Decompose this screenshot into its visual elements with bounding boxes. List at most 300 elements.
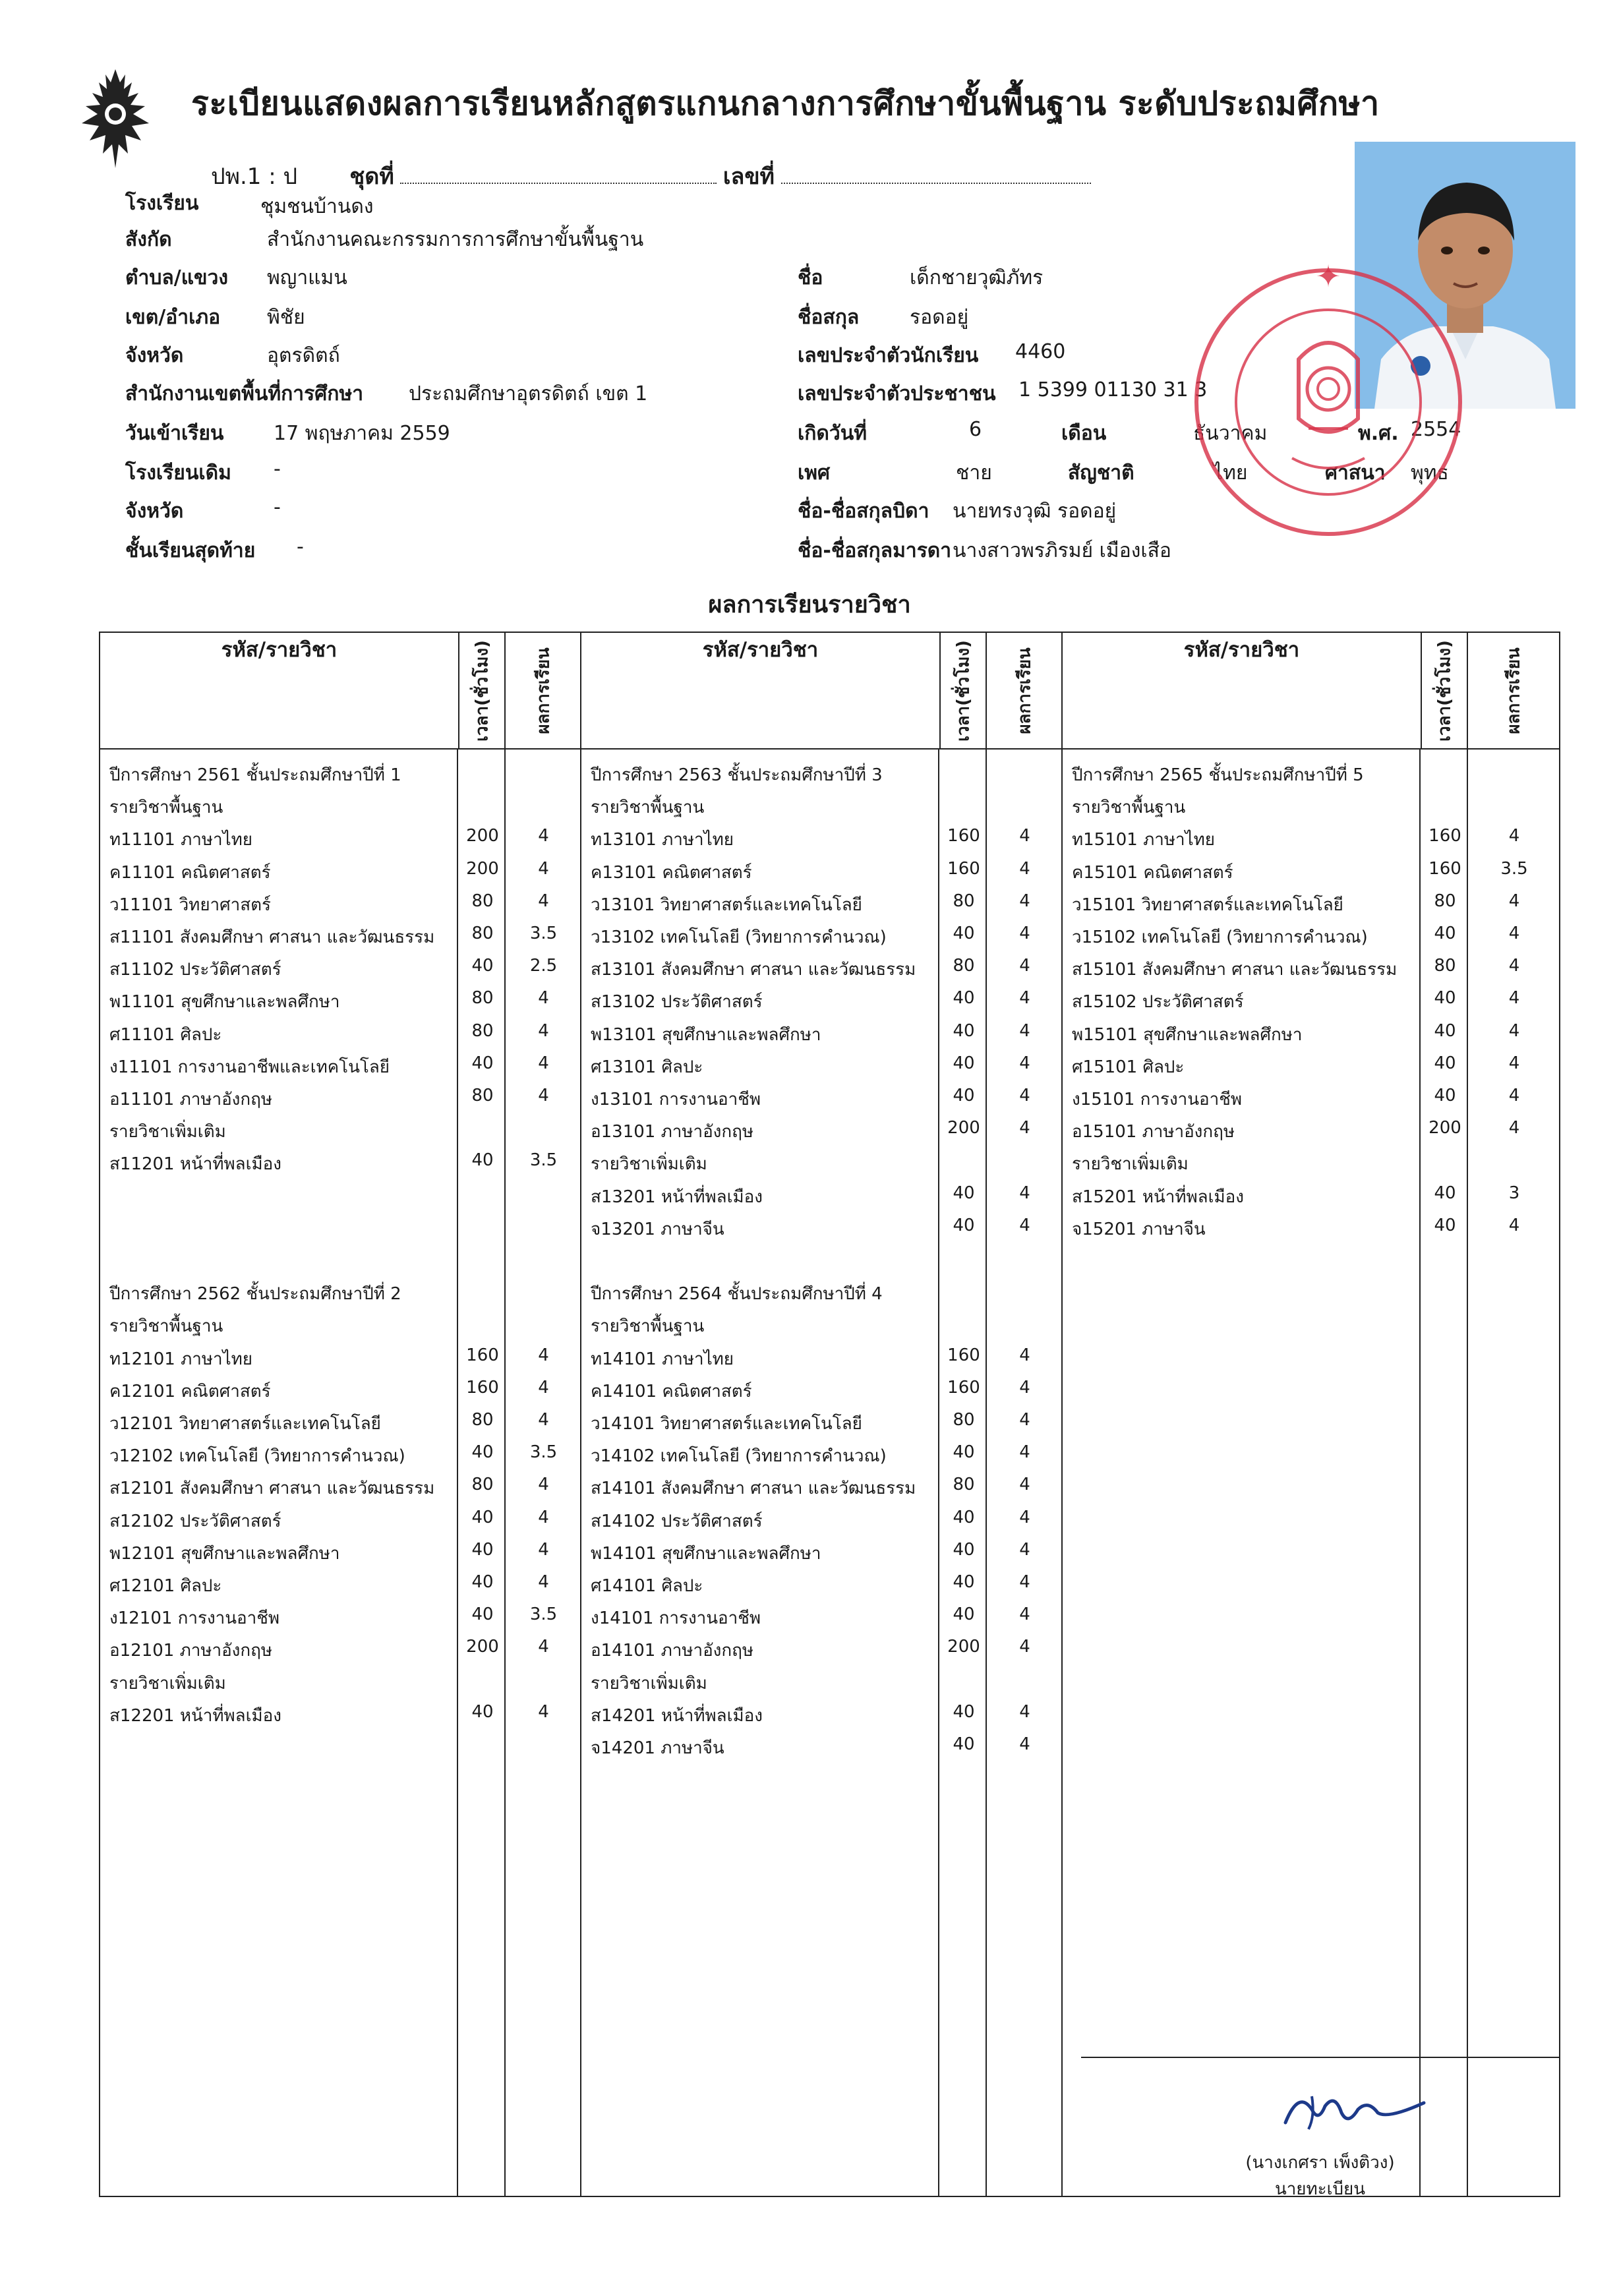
subject-name: พ13101 สุขศึกษาและพลศึกษา — [591, 1024, 821, 1045]
subject-grade: 4 — [1508, 924, 1520, 943]
section-heading-row — [581, 794, 1063, 820]
subject-hours: 40 — [1434, 1183, 1456, 1203]
subject-name: รายวิชาพื้นฐาน — [109, 798, 223, 818]
subject-row — [581, 1345, 1063, 1372]
subject-row — [1063, 1216, 1560, 1242]
subject-name: ส15102 ประวัติศาสตร์ — [1072, 992, 1244, 1013]
area-office-value: ประถมศึกษาอุตรดิตถ์ เขต 1 — [409, 382, 648, 405]
subject-grade: 4 — [1019, 1475, 1030, 1495]
subject-hours: 200 — [466, 858, 499, 879]
birth-day-value: 6 — [969, 418, 982, 441]
district-label: เขต/อำเภอ — [125, 306, 221, 329]
subject-name: ศ12101 ศิลปะ — [109, 1576, 222, 1596]
subject-grade: 4 — [1019, 1410, 1030, 1430]
last-grade-value: - — [297, 535, 304, 558]
subject-row — [100, 1604, 581, 1631]
subject-hours: 40 — [471, 1442, 494, 1463]
subject-name: พ12101 สุขศึกษาและพลศึกษา — [109, 1543, 340, 1564]
number-field — [781, 183, 1091, 184]
subject-hours: 40 — [471, 1572, 494, 1592]
subject-name: ว15102 เทคโนโลยี (วิทยาการคำนวณ) — [1072, 927, 1368, 947]
subject-grade: 3.5 — [529, 1442, 558, 1463]
subject-grade: 4 — [538, 988, 549, 1009]
form-code-line — [211, 158, 1091, 194]
subject-name: ส12201 หน้าที่พลเมือง — [109, 1705, 281, 1726]
section-heading-row — [1063, 794, 1560, 820]
subject-name: อ14101 ภาษาอังกฤษ — [591, 1641, 753, 1661]
section-heading-row — [581, 1312, 1063, 1339]
subject-name: ส12102 ประวัติศาสตร์ — [109, 1511, 281, 1531]
year-column-2 — [581, 749, 1062, 2196]
subject-name: ว11101 วิทยาศาสตร์ — [109, 895, 271, 915]
subject-row — [581, 1572, 1063, 1599]
subject-name: รายวิชาพื้นฐาน — [591, 1316, 705, 1337]
divider-grade-2 — [986, 748, 987, 2197]
subject-name: ส14102 ประวัติศาสตร์ — [591, 1511, 763, 1531]
subject-row — [100, 924, 581, 950]
subject-row — [581, 1475, 1063, 1501]
sex-label: เพศ — [798, 461, 831, 485]
set-label: ชุดที่ — [349, 163, 394, 190]
subject-row — [1063, 891, 1560, 918]
header-grade-3: ผลการเรียน — [1467, 632, 1560, 749]
subject-hours: 80 — [953, 891, 975, 911]
school-stamp-icon — [1187, 260, 1470, 544]
subject-grade: 4 — [1508, 826, 1520, 846]
citizen-id-value: 1 5399 01130 31 3 — [1018, 378, 1208, 401]
nationality-value: ไทย — [1213, 461, 1248, 485]
subject-name: ศ15101 ศิลปะ — [1072, 1057, 1185, 1077]
subject-row — [1063, 1118, 1560, 1144]
subject-hours: 40 — [953, 1053, 975, 1073]
subject-hours: 80 — [953, 1475, 975, 1495]
subject-row — [581, 1442, 1063, 1469]
subject-name: ว12101 วิทยาศาสตร์และเทคโนโลยี — [109, 1414, 381, 1434]
birth-month-label: เดือน — [1061, 422, 1107, 445]
subject-name: ปีการศึกษา 2561 ชั้นประถมศึกษาปีที่ 1 — [109, 765, 401, 785]
subject-name: ท11101 ภาษาไทย — [109, 830, 253, 850]
subject-grade: 4 — [1019, 1442, 1030, 1463]
subject-name: ปีการศึกษา 2565 ชั้นประถมศึกษาปีที่ 5 — [1072, 765, 1364, 785]
subject-name: อ13101 ภาษาอังกฤษ — [591, 1122, 753, 1142]
subject-name: ง11101 การงานอาชีพและเทคโนโลยี — [109, 1057, 390, 1077]
number-label: เลขที่ — [722, 163, 775, 190]
year-column-1 — [100, 749, 581, 2196]
subject-name: ส15201 หน้าที่พลเมือง — [1072, 1187, 1244, 1207]
subject-grade: 4 — [1019, 1086, 1030, 1105]
subject-row — [581, 1702, 1063, 1728]
subject-grade: 3.5 — [529, 1604, 558, 1625]
surname-label: ชื่อสกุล — [798, 306, 860, 329]
subject-name: ปีการศึกษา 2563 ชั้นประถมศึกษาปีที่ 3 — [591, 765, 883, 785]
divider-hours-3 — [1419, 748, 1421, 2197]
subject-grade: 3.5 — [529, 924, 558, 943]
subject-hours: 40 — [953, 988, 975, 1009]
subject-row — [100, 1183, 581, 1210]
subject-grade: 4 — [538, 1020, 549, 1041]
subject-grade: 4 — [538, 826, 549, 846]
subject-hours: 80 — [471, 924, 494, 943]
registrar-name: (นางเกศรา เพ็งติวง) — [1245, 2153, 1395, 2173]
subject-row — [100, 956, 581, 982]
subject-hours: 40 — [1434, 1053, 1456, 1073]
subject-row — [581, 826, 1063, 852]
area-office-label: สำนักงานเขตพื้นที่การศึกษา — [125, 382, 364, 405]
subject-hours: 40 — [953, 1734, 975, 1754]
mother-label: ชื่อ-ชื่อสกุลมารดา — [798, 539, 952, 562]
subject-hours: 40 — [953, 924, 975, 943]
document-title: ระเบียนแสดงผลการเรียนหลักสูตรแกนกลางการศึกษาขั้นพื้นฐาน ระดับประถมศึกษา — [191, 84, 1380, 123]
subject-hours: 40 — [953, 1539, 975, 1560]
subject-name: รายวิชาพื้นฐาน — [591, 798, 705, 818]
subject-hours: 40 — [1434, 988, 1456, 1009]
subject-name: ท12101 ภาษาไทย — [109, 1349, 253, 1369]
subject-grade: 4 — [538, 1539, 549, 1560]
subject-name: ค13101 คณิตศาสตร์ — [591, 862, 752, 883]
district-value: พิชัย — [267, 306, 305, 329]
subject-name: ปีการศึกษา 2562 ชั้นประถมศึกษาปีที่ 2 — [109, 1284, 401, 1305]
subject-name: ว15101 วิทยาศาสตร์และเทคโนโลยี — [1072, 895, 1343, 915]
subject-name: ศ11101 ศิลปะ — [109, 1024, 222, 1045]
subject-name: ท15101 ภาษาไทย — [1072, 830, 1216, 850]
subject-name: ส15101 สังคมศึกษา ศาสนา และวัฒนธรรม — [1072, 960, 1398, 980]
subject-grade: 4 — [1508, 1053, 1520, 1073]
subject-hours: 40 — [953, 1086, 975, 1105]
subject-name: ส11101 สังคมศึกษา ศาสนา และวัฒนธรรม — [109, 927, 435, 947]
subject-row — [100, 1021, 581, 1047]
subject-hours: 40 — [953, 1507, 975, 1527]
subject-hours: 160 — [947, 1345, 980, 1365]
subject-hours: 40 — [953, 1183, 975, 1203]
enroll-date-value: 17 พฤษภาคม 2559 — [274, 422, 450, 445]
section-heading-row — [100, 1312, 581, 1339]
subject-grade: 4 — [538, 1377, 549, 1398]
subject-grade: 4 — [1508, 1215, 1520, 1235]
subject-name: รายวิชาเพิ่มเติม — [109, 1122, 226, 1142]
subject-name: ว13102 เทคโนโลยี (วิทยาการคำนวณ) — [591, 927, 887, 947]
subject-grade: 4 — [1508, 1086, 1520, 1105]
subject-grade: 4 — [1019, 988, 1030, 1009]
subject-hours: 40 — [953, 1701, 975, 1722]
subject-row — [581, 859, 1063, 885]
subject-grade: 4 — [1019, 1020, 1030, 1041]
subject-grade: 3 — [1508, 1183, 1520, 1203]
prev-province-label: จังหวัด — [125, 500, 184, 523]
subject-name: ส13102 ประวัติศาสตร์ — [591, 992, 763, 1013]
province-value: อุตรดิตถ์ — [267, 344, 340, 367]
header-hours-2: เวลา(ชั่วโมง) — [940, 632, 986, 749]
subject-hours: 80 — [471, 988, 494, 1009]
subject-name: รายวิชาเพิ่มเติม — [591, 1673, 707, 1693]
subject-name: รายวิชาเพิ่มเติม — [109, 1673, 226, 1693]
section-heading-row — [100, 1118, 581, 1144]
subject-row — [581, 1410, 1063, 1436]
surname-value: รอดอยู่ — [910, 306, 969, 329]
signature-scribble-icon — [1272, 2076, 1430, 2142]
section-heading-row — [581, 1150, 1063, 1177]
section-heading-row — [581, 761, 1063, 788]
svg-text:✦: ✦ — [1315, 260, 1341, 294]
subject-hours: 80 — [471, 1020, 494, 1041]
subject-grade: 4 — [1019, 1539, 1030, 1560]
subject-grade: 4 — [538, 1475, 549, 1495]
subject-grade: 4 — [538, 1345, 549, 1365]
subject-row — [100, 1442, 581, 1469]
subject-hours: 160 — [466, 1377, 499, 1398]
subject-name: ง14101 การงานอาชีพ — [591, 1608, 761, 1629]
subject-grade: 4 — [1019, 1053, 1030, 1073]
subject-name: ส13201 หน้าที่พลเมือง — [591, 1187, 763, 1207]
subject-grade: 4 — [538, 1086, 549, 1105]
subject-hours: 160 — [466, 1345, 499, 1365]
subject-row — [581, 1604, 1063, 1631]
subject-name: รายวิชาพื้นฐาน — [1072, 798, 1186, 818]
header-hours-1: เวลา(ชั่วโมง) — [459, 632, 505, 749]
subject-row — [100, 1475, 581, 1501]
birth-month-value: ธันวาคม — [1193, 422, 1268, 445]
subject-row — [581, 1540, 1063, 1566]
province-label: จังหวัด — [125, 344, 184, 367]
subject-hours: 80 — [1434, 956, 1456, 976]
subject-row — [100, 1637, 581, 1663]
subject-row — [100, 859, 581, 885]
subject-row — [100, 1540, 581, 1566]
subject-name: ค12101 คณิตศาสตร์ — [109, 1381, 271, 1401]
subject-grade: 4 — [538, 1507, 549, 1527]
subject-name: ส13101 สังคมศึกษา ศาสนา และวัฒนธรรม — [591, 960, 916, 980]
subject-grade: 4 — [1508, 1020, 1520, 1041]
subject-grade: 4 — [1019, 924, 1030, 943]
header-subject-2: รหัส/รายวิชา — [581, 632, 940, 749]
subject-name: ท13101 ภาษาไทย — [591, 830, 734, 850]
subject-hours: 160 — [947, 858, 980, 879]
subject-hours: 40 — [471, 1701, 494, 1722]
last-grade-label: ชั้นเรียนสุดท้าย — [125, 539, 256, 562]
divider-hours-1 — [457, 748, 458, 2197]
subject-hours: 160 — [1428, 826, 1461, 846]
header-grade-1: ผลการเรียน — [505, 632, 581, 749]
subject-grade: 4 — [538, 1637, 549, 1657]
subject-grade: 4 — [538, 1572, 549, 1592]
subject-grade: 4 — [538, 858, 549, 879]
subject-name: ค14101 คณิตศาสตร์ — [591, 1381, 752, 1401]
prev-school-label: โรงเรียนเดิม — [125, 461, 231, 485]
subject-name: อ15101 ภาษาอังกฤษ — [1072, 1122, 1235, 1142]
subject-grade: 4 — [1019, 956, 1030, 976]
subject-grade: 3.5 — [529, 1150, 558, 1171]
subject-row — [581, 1248, 1063, 1274]
subject-hours: 40 — [471, 1053, 494, 1073]
subject-name: จ15201 ภาษาจีน — [1072, 1219, 1206, 1239]
name-value: เด็กชายวุฒิภัทร — [910, 266, 1044, 289]
section-heading-row — [100, 1670, 581, 1696]
subdistrict-label: ตำบล/แขวง — [125, 266, 229, 289]
subject-hours: 40 — [953, 1604, 975, 1625]
header-subject-1: รหัส/รายวิชา — [100, 632, 459, 749]
subject-hours: 200 — [947, 1637, 980, 1657]
subject-hours: 40 — [953, 1572, 975, 1592]
subject-row — [581, 924, 1063, 950]
subject-name: ส11102 ประวัติศาสตร์ — [109, 960, 281, 980]
subject-row — [581, 891, 1063, 918]
subject-hours: 40 — [471, 1150, 494, 1171]
student-id-label: เลขประจำตัวนักเรียน — [798, 344, 979, 367]
subject-grade: 4 — [1019, 1345, 1030, 1365]
subject-row — [581, 1183, 1063, 1210]
subject-row — [100, 1053, 581, 1080]
form-code: ปพ.1 : ป — [211, 163, 298, 190]
set-field — [400, 183, 717, 184]
subject-name: อ11101 ภาษาอังกฤษ — [109, 1090, 272, 1109]
subject-name: ศ13101 ศิลปะ — [591, 1057, 703, 1077]
subject-grade: 4 — [1019, 1377, 1030, 1398]
subject-row — [581, 956, 1063, 982]
subject-grade: 4 — [1508, 1118, 1520, 1138]
birth-year-value: 2554 — [1411, 418, 1461, 441]
subject-row — [100, 1216, 581, 1242]
subject-hours: 160 — [947, 1377, 980, 1398]
subject-name: ง12101 การงานอาชีพ — [109, 1608, 280, 1629]
section-heading-row — [581, 1280, 1063, 1307]
section-heading-row — [1063, 1150, 1560, 1177]
subject-hours: 80 — [471, 1086, 494, 1105]
subject-row — [100, 1702, 581, 1728]
subject-name: ว14102 เทคโนโลยี (วิทยาการคำนวณ) — [591, 1446, 887, 1467]
subject-grade: 4 — [1019, 1572, 1030, 1592]
subject-hours: 40 — [471, 1507, 494, 1527]
subject-name: จ13201 ภาษาจีน — [591, 1219, 724, 1239]
subject-grade: 4 — [538, 891, 549, 911]
nationality-label: สัญชาติ — [1068, 461, 1134, 485]
affiliation-value: สำนักงานคณะกรรมการการศึกษาขั้นพื้นฐาน — [267, 228, 644, 251]
subject-name: ศ14101 ศิลปะ — [591, 1576, 703, 1596]
subject-hours: 80 — [471, 891, 494, 911]
enroll-date-label: วันเข้าเรียน — [125, 422, 224, 445]
garuda-emblem-icon — [59, 63, 171, 175]
grades-table — [99, 632, 1560, 2197]
subject-grade: 4 — [1508, 988, 1520, 1009]
subject-row — [581, 1053, 1063, 1080]
subject-name: ส14101 สังคมศึกษา ศาสนา และวัฒนธรรม — [591, 1479, 916, 1499]
subject-row — [100, 1378, 581, 1404]
subject-hours: 160 — [1428, 858, 1461, 879]
subject-row — [100, 1086, 581, 1112]
subject-row — [1063, 1021, 1560, 1047]
divider-grade-3 — [1467, 748, 1468, 2197]
mother-value: นางสาวพรภิรมย์ เมืองเสือ — [953, 539, 1171, 562]
subject-row — [1063, 924, 1560, 950]
sex-value: ชาย — [956, 461, 992, 485]
subject-hours: 40 — [471, 956, 494, 976]
subject-name: ว13101 วิทยาศาสตร์และเทคโนโลยี — [591, 895, 862, 915]
subject-hours: 200 — [1428, 1118, 1461, 1138]
religion-label: ศาสนา — [1325, 461, 1386, 485]
subject-grade: 4 — [1019, 1604, 1030, 1625]
subject-row — [100, 1150, 581, 1177]
subject-grade: 4 — [1508, 891, 1520, 911]
subject-row — [581, 1118, 1063, 1144]
religion-value: พุทธ — [1411, 461, 1449, 485]
subject-name: ง13101 การงานอาชีพ — [591, 1090, 761, 1109]
header-hours-3: เวลา(ชั่วโมง) — [1421, 632, 1467, 749]
subject-grade: 4 — [538, 1410, 549, 1430]
subject-hours: 200 — [947, 1118, 980, 1138]
subject-name: รายวิชาเพิ่มเติม — [1072, 1154, 1189, 1175]
subject-name: อ12101 ภาษาอังกฤษ — [109, 1641, 272, 1661]
subject-name: ค11101 คณิตศาสตร์ — [109, 862, 271, 883]
subject-row — [1063, 859, 1560, 885]
subject-hours: 40 — [1434, 924, 1456, 943]
subject-hours: 40 — [1434, 1215, 1456, 1235]
subject-row — [100, 988, 581, 1015]
father-value: นายทรงวุฒิ รอดอยู่ — [953, 500, 1117, 523]
subject-hours: 80 — [471, 1475, 494, 1495]
affiliation-label: สังกัด — [125, 228, 172, 251]
header-grade-2: ผลการเรียน — [986, 632, 1062, 749]
subject-name: ท14101 ภาษาไทย — [591, 1349, 734, 1369]
section-title: ผลการเรียนรายวิชา — [708, 591, 911, 618]
subject-hours: 80 — [471, 1410, 494, 1430]
student-id-value: 4460 — [1015, 340, 1066, 363]
subject-hours: 200 — [466, 1637, 499, 1657]
signature-top-border — [1081, 2057, 1559, 2058]
subject-grade: 4 — [538, 1701, 549, 1722]
subject-grade: 2.5 — [529, 956, 558, 976]
subject-name: พ15101 สุขศึกษาและพลศึกษา — [1072, 1024, 1303, 1045]
subject-row — [100, 1572, 581, 1599]
subject-row — [1063, 1053, 1560, 1080]
subject-row — [100, 1345, 581, 1372]
subject-name: ค15101 คณิตศาสตร์ — [1072, 862, 1233, 883]
subject-row — [100, 1508, 581, 1534]
school-label: โรงเรียน — [125, 192, 199, 215]
subject-hours: 40 — [953, 1442, 975, 1463]
subject-grade: 4 — [1019, 891, 1030, 911]
subject-name: พ11101 สุขศึกษาและพลศึกษา — [109, 992, 340, 1013]
subject-name: ปีการศึกษา 2564 ชั้นประถมศึกษาปีที่ 4 — [591, 1284, 883, 1305]
prev-school-value: - — [274, 457, 281, 481]
subject-name: ส11201 หน้าที่พลเมือง — [109, 1154, 281, 1175]
prev-province-value: - — [274, 496, 281, 519]
subject-hours: 80 — [1434, 891, 1456, 911]
subject-row — [100, 891, 581, 918]
subject-grade: 4 — [1019, 1701, 1030, 1722]
subject-grade: 4 — [1019, 858, 1030, 879]
subject-name: ง15101 การงานอาชีพ — [1072, 1090, 1243, 1109]
subject-hours: 40 — [471, 1604, 494, 1625]
subject-row — [1063, 956, 1560, 982]
name-label: ชื่อ — [798, 266, 823, 289]
subject-row — [581, 1637, 1063, 1663]
divider-hours-2 — [938, 748, 939, 2197]
subject-grade: 4 — [1508, 956, 1520, 976]
subject-grade: 4 — [538, 1053, 549, 1073]
divider-grade-1 — [504, 748, 506, 2197]
subject-row — [581, 1021, 1063, 1047]
subject-name: รายวิชาพื้นฐาน — [109, 1316, 223, 1337]
subject-name: ส14201 หน้าที่พลเมือง — [591, 1705, 763, 1726]
section-heading-row — [100, 794, 581, 820]
subject-grade: 4 — [1019, 826, 1030, 846]
subject-hours: 160 — [947, 826, 980, 846]
subject-name: รายวิชาเพิ่มเติม — [591, 1154, 707, 1175]
subject-hours: 40 — [1434, 1086, 1456, 1105]
subject-row — [1063, 1183, 1560, 1210]
registrar-role: นายทะเบียน — [1274, 2179, 1366, 2199]
subject-row — [581, 988, 1063, 1015]
subject-name: จ14201 ภาษาจีน — [591, 1738, 724, 1758]
subject-hours: 40 — [1434, 1020, 1456, 1041]
